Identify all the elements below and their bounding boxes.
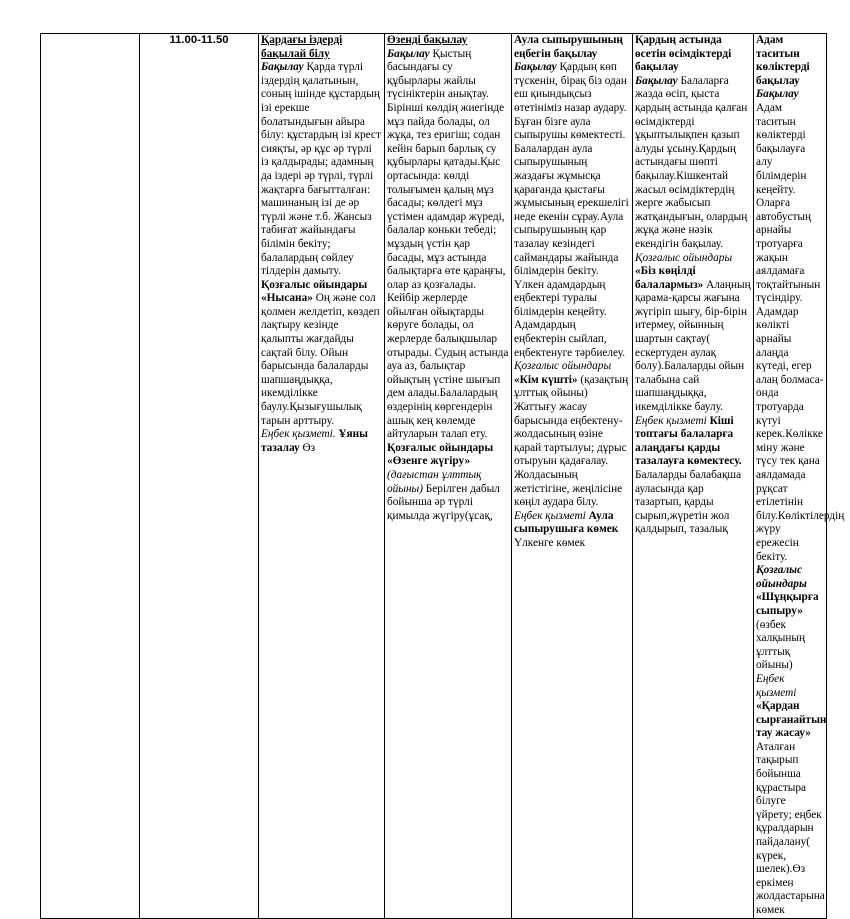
game-text: (өзбек халқының ұлттық ойыны) xyxy=(756,618,806,672)
column-title: Қардағы іздерді бақылай білу xyxy=(261,34,343,60)
work-text: Аталған тақырып бойынша құрастыра білуге үйрету; еңбек құралдарын пайдалану( күрек, шелек).Өз еркімен жолдастарына көмек xyxy=(756,740,825,916)
game-label: Қозғалыс ойындары xyxy=(635,251,733,264)
game-name: «Өзенге жүгіру» xyxy=(387,455,471,468)
work-name: Ұяны тазалау xyxy=(261,428,369,454)
day-column-4 xyxy=(633,34,754,919)
work-name: «Қардан сырғанайтын тау жасау» xyxy=(756,700,827,740)
column-title: Қардың астында өсетін өсімдіктерді бақылау xyxy=(635,34,732,74)
time-cell xyxy=(41,34,140,919)
time-label: 11.00-11.50 xyxy=(140,34,259,919)
work-name: Кіші топтағы балаларға алаңдағы қарды тазалауға көмектесу. xyxy=(635,414,742,468)
game-text: Оң және сол қолмен желдетіп, көздеп лақтыру кезінде қалыпты жағдайды сақтай білу. Ойын барысында балаларды шапшаңдыққа, икемділікке баулу.Қызығушылық тарын арттыру. xyxy=(261,292,380,427)
game-text: (қазақтың ұлттық ойыны) Жаттығу жасау барысында еңбектену-жолдасының өзіне қарай тартылуы; дұрыс отыруын қадағалау. Жолдасының жетістігіне, жеңілісіне көңіл аудара білу. xyxy=(514,373,629,509)
observation-label: Бақылау xyxy=(387,47,430,60)
day-column-1 xyxy=(259,34,385,919)
work-label: Еңбек қызметі. xyxy=(261,428,336,441)
observation-text: Адам таситын көліктерді бақылауға алу білімдерін кеңейту. Оларға автобустың арнайы тротуарға жақын аялдамаға тоқтайтынын түсіндіру. Адамдар көлікті арнайы алаңда күтеді, егер алаң болмаса-онда тротуарда күтуі керек.Көлікке міну және түсу тек қана аялдамада рұқсат етілетінін білу.Көліктілердің жүру ережесін бекіту. xyxy=(756,101,845,563)
game-name: «Шұңқырға сыпыру» xyxy=(756,591,819,617)
observation-text: Балаларға жазда өсіп, қыста қардың астында қалған өсімдіктерді ұқыптылықпен қазып алуды ұсыну.Қардың астындағы шөпті бақылау.Кішкентай жасыл өсімдіктердің жерге жабысып жатқандығын, олардың жұқа және нәзік екендігін бақылау. xyxy=(635,74,748,250)
work-label: Еңбек қызметі xyxy=(635,414,707,427)
column-title: Аула сыпырушының еңбегін бақылау xyxy=(514,34,623,60)
game-label: Қозғалыс ойындары xyxy=(261,278,368,291)
observation-label: Бақылау xyxy=(756,88,799,101)
work-name: Аула сыпырушыға көмек xyxy=(514,509,619,536)
day-column-2 xyxy=(385,34,512,919)
column-title: Өзенді бақылау xyxy=(387,34,468,46)
game-label: Қозғалыс ойындары xyxy=(756,564,807,590)
work-text: Балаларды балабақша ауласында қар тазартып, қарды сырып,жүретін жол қалдырып, тазалық xyxy=(635,469,742,536)
observation-label: Бақылау xyxy=(261,61,304,74)
work-label: Еңбек қызметі xyxy=(514,509,586,522)
column-title: Адам таситын көліктерді бақылау xyxy=(756,34,810,87)
work-label: Еңбек қызметі xyxy=(756,672,797,699)
game-label: Қозғалыс ойындары xyxy=(387,441,494,454)
day-column-3 xyxy=(512,34,633,919)
game-name: «Нысана» xyxy=(261,292,313,305)
game-name: «Біз көңілді балалармыз» xyxy=(635,265,704,291)
game-name: «Кім күшті» xyxy=(514,373,578,386)
day-column-5 xyxy=(754,34,845,919)
observation-text: Қардың көп түскенін, бірақ біз одан еш қиындықсыз өтетініміз назар аудару. Бұған бізге аула сыпырушы көмектесті. Балалардан аула сыпырушының жаздағы жұмысқа қарағанда қыстағы жұмысының ерекшелігі неде екенін сұрау.Аула сыпырушының қар тазалау кезіндегі саймандары жайында білімдерін бекіту. Үлкен адамдардың еңбектері туралы білімдерін кеңейту. Адамдардың еңбектерін сыйлап, еңбектенуге тәрбиелеу. xyxy=(514,61,629,359)
observation-text: Қыстың басындағы су құбырлары жайлы түсініктерін анықтау. Біріншi көлдің жиегінде мұз пайда болады, ол жұқа, тез еригіш; содан кейін барып барлық су құбырлары қатады.Қыс ортасында: көлді толығымен қалың мұз басады; көлдегі мұз үстімен адамдар жүреді, балалар коньки тебеді; мұздың үстін қар басады, мұз астында балықтарға өте қараңғы, олар аз қозғалады. Кейбір жерлерде ойылған ойықтарды көруге болады, ол жерлерде балықшылар отырады. Судың астында ауа аз, балықтар ойықтың үстіне шығып дем алады.Балалардың өздерінің көргендерін ашық кең көлемде айтуларын талап ету. xyxy=(387,47,509,441)
table-row xyxy=(41,34,827,919)
daily-plan-table xyxy=(40,33,845,919)
observation-text: Қарда түрлі іздердің қалатынын, соның ішінде құстардың ізі ерекше болатындығын айыра білу: құстардың ізі крест сияқты, әр құс әр түрлі із қалдырады; адамның да іздері әр түрлі, түрлі жақтарға бағытталған: машинаның ізі де әр түрлі және т.б. Жансыз табиғат жайындағы білімін бекіту; балалардың сөйлеу тілдерін дамыту. xyxy=(261,61,381,278)
observation-label: Бақылау xyxy=(635,74,678,87)
game-text: Алаңның қарама-қарсы жағына жүгіріп шығу, бір-бірін итермеу, ойынның шартын сақтау( ескертуден аулақ болу).Балаларды ойын талабына сай шапшаңдыққа, икемділікке баулу. xyxy=(635,278,751,414)
game-note: (дағыстан ұлттық ойыны) xyxy=(387,469,482,495)
work-text: Үлкенге көмек xyxy=(514,536,586,549)
observation-label: Бақылау xyxy=(514,61,557,74)
game-text: Берілген дабыл бойынша әр түрлі қимылда жүгіру(ұсақ, xyxy=(387,482,500,522)
game-label: Қозғалыс ойындары xyxy=(514,360,612,373)
work-text: Өз xyxy=(299,441,316,454)
